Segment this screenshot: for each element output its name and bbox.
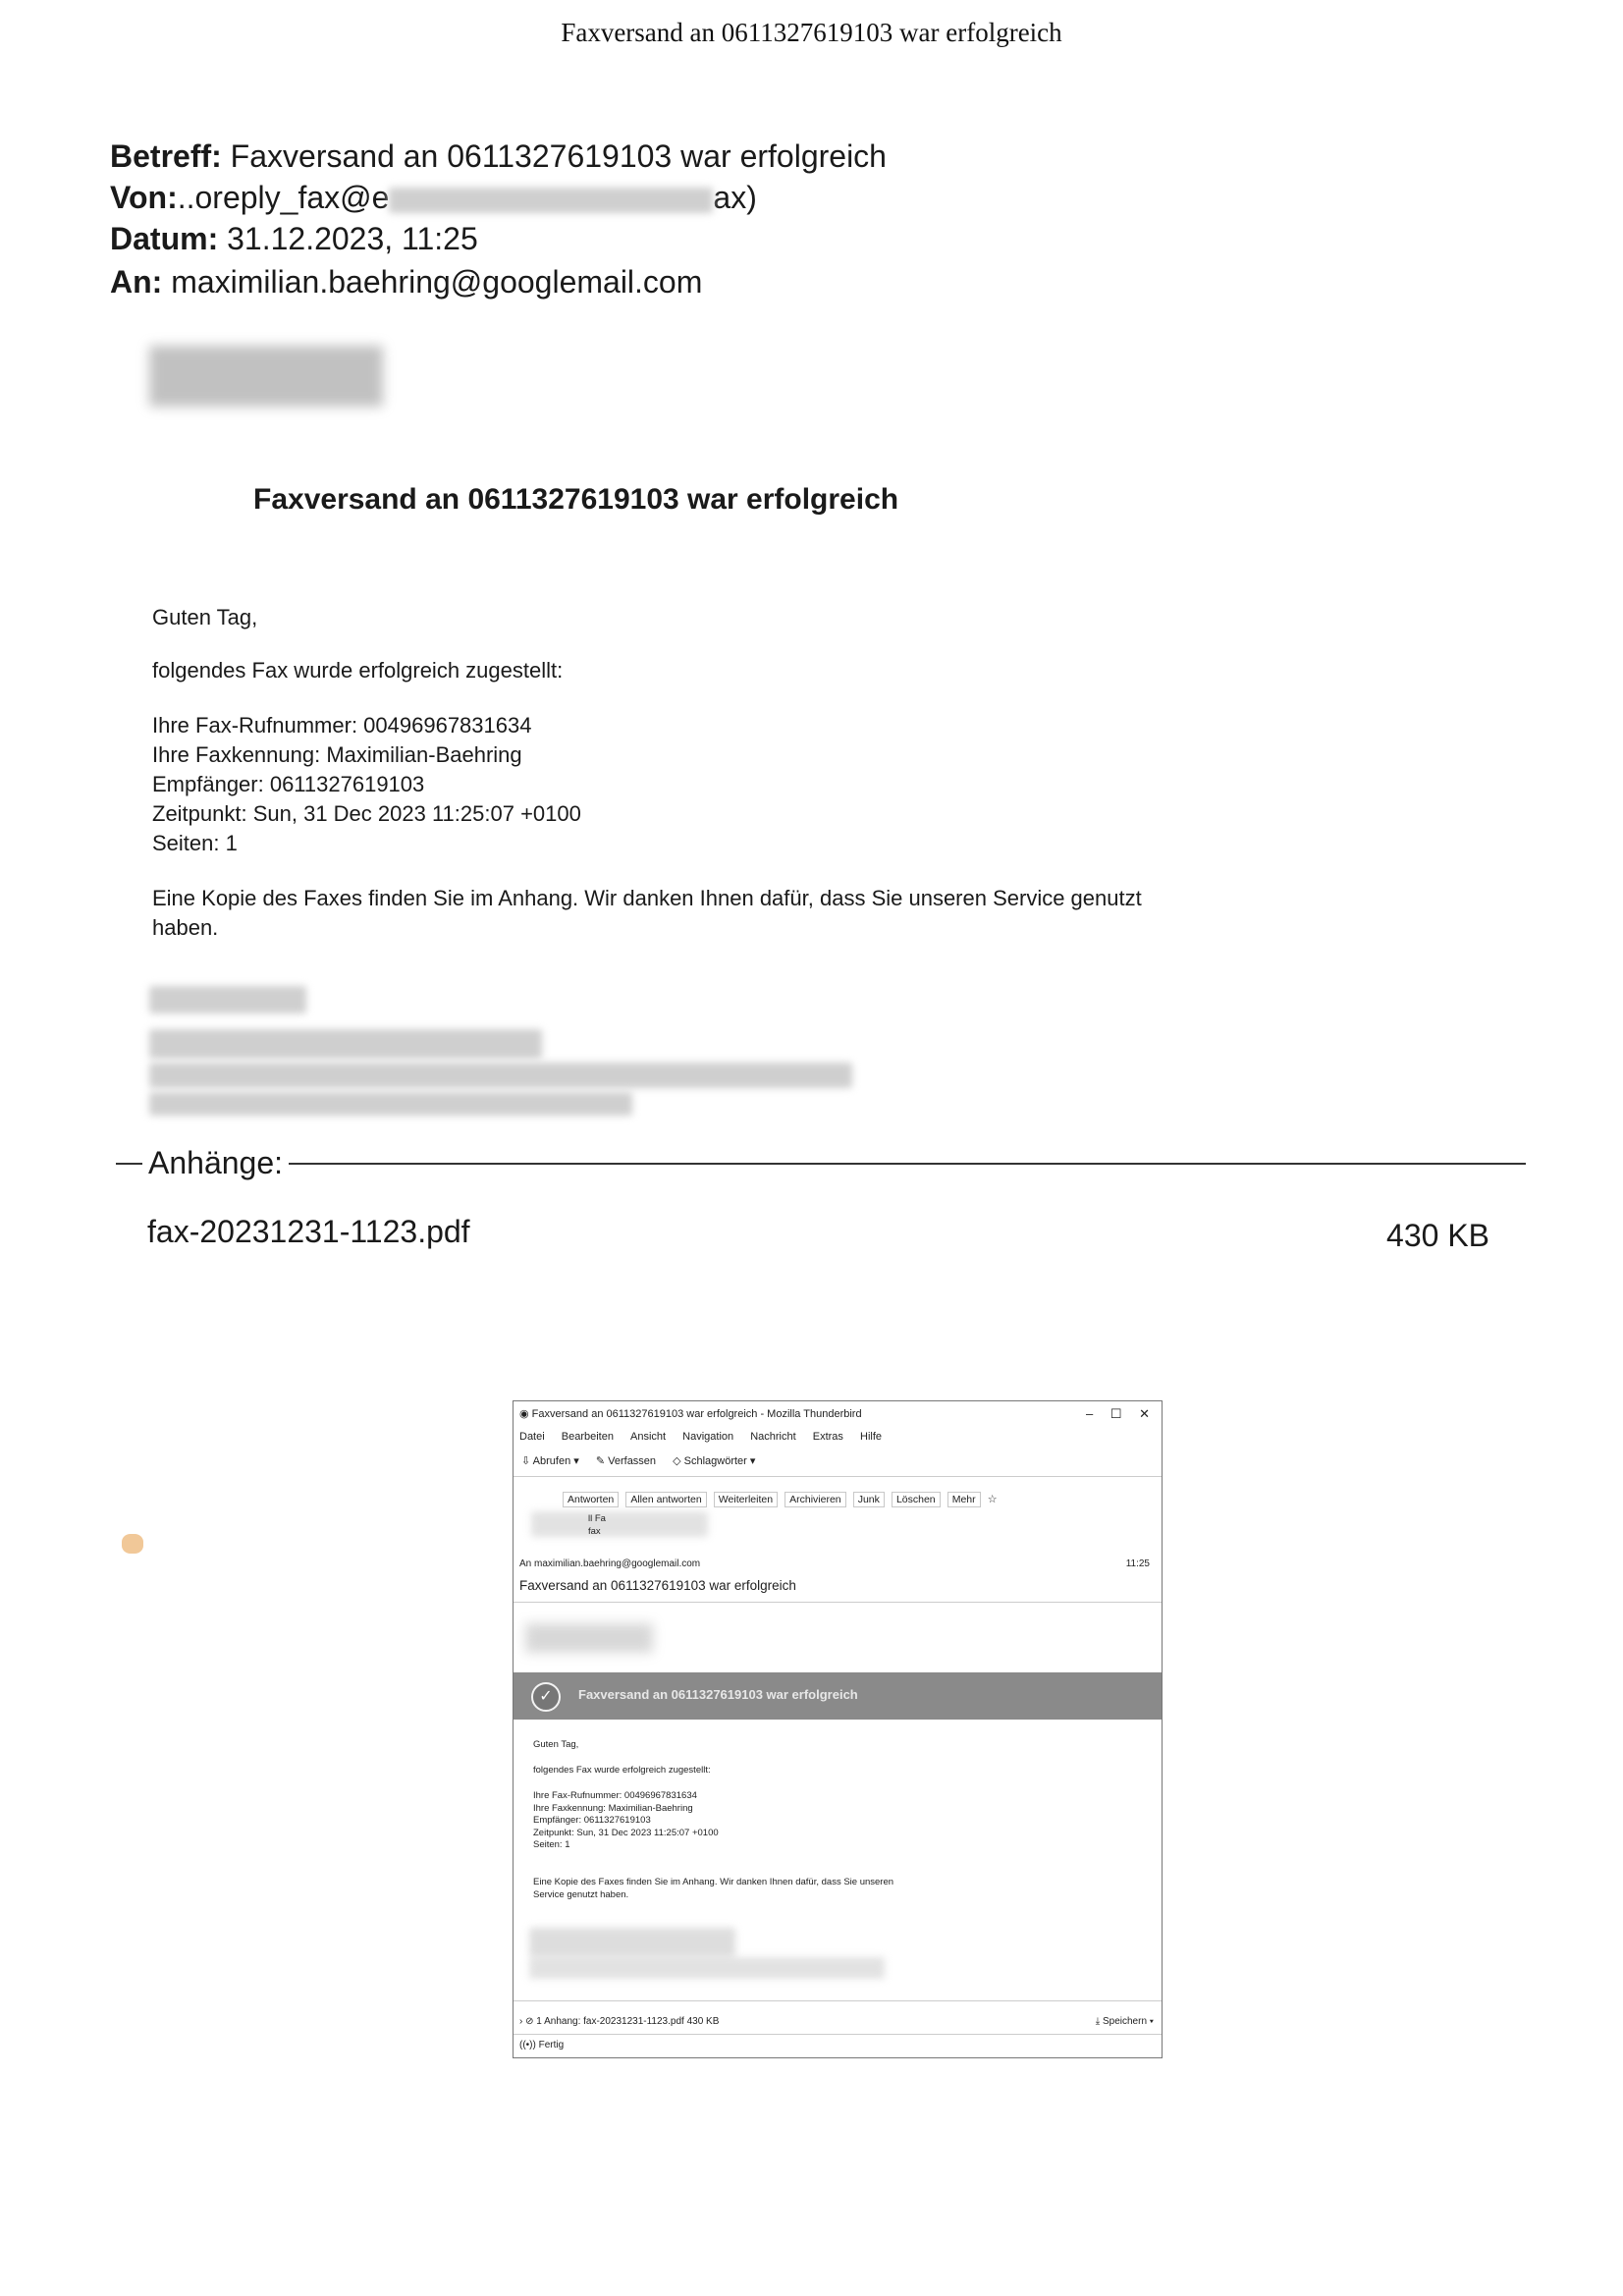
detail-line: Zeitpunkt: Sun, 31 Dec 2023 11:25:07 +0100 — [152, 801, 581, 826]
detail-line: Seiten: 1 — [152, 831, 238, 855]
status-separator — [514, 2034, 1162, 2035]
menu-item[interactable]: Extras — [812, 1431, 843, 1443]
footer-separator — [514, 2000, 1162, 2001]
thunderbird-screenshot — [513, 1400, 1163, 2058]
redacted-sender — [531, 1511, 708, 1537]
message-time: 11:25 — [1125, 1558, 1150, 1569]
body-intro: folgendes Fax wurde erfolgreich zugestellt: — [533, 1765, 711, 1776]
close-icon[interactable]: ✕ — [1139, 1406, 1150, 1421]
activity-icon: ((•)) — [519, 2040, 536, 2050]
archive-button[interactable]: Archivieren — [784, 1492, 846, 1507]
message-actions — [563, 1492, 998, 1507]
greeting: Guten Tag, — [152, 605, 258, 629]
more-button[interactable]: Mehr — [947, 1492, 981, 1507]
attachments-label: Anhänge: — [142, 1145, 289, 1181]
status-text: Fertig — [538, 2040, 565, 2050]
to-label: An — [519, 1558, 532, 1569]
intro-text: folgendes Fax wurde erfolgreich zugestellt: — [152, 658, 564, 683]
tag-button[interactable]: ◇ Schlagwörter ▾ — [673, 1455, 756, 1467]
redacted-logo — [525, 1623, 653, 1653]
pencil-icon: ✎ — [595, 1455, 606, 1467]
to-value: maximilian.baehring@googlemail.com — [171, 264, 703, 300]
detail-line: Ihre Fax-Rufnummer: 00496967831634 — [152, 713, 532, 738]
star-icon[interactable]: ☆ — [987, 1494, 998, 1505]
closing-line: haben. — [152, 915, 219, 940]
from-line — [110, 177, 757, 218]
page-title: Faxversand an 0611327619103 war erfolgreich — [561, 18, 1062, 47]
menu-item[interactable]: Bearbeiten — [561, 1431, 614, 1443]
header-separator — [514, 1602, 1162, 1603]
chevron-right-icon[interactable]: › — [519, 2016, 523, 2027]
subject-line — [110, 136, 887, 177]
date-value: 31.12.2023, 11:25 — [227, 221, 478, 256]
detail-line: Zeitpunkt: Sun, 31 Dec 2023 11:25:07 +0100 — [533, 1827, 719, 1838]
closing-line: Eine Kopie des Faxes finden Sie im Anhang. Wir danken Ihnen dafür, dass Sie unseren Service genutzt — [152, 886, 1142, 910]
get-messages-button[interactable]: ⇩ Abrufen ▾ — [521, 1455, 579, 1467]
window-titlebar — [519, 1407, 862, 1420]
toolbar-separator — [514, 1476, 1162, 1477]
date-label: Datum: — [110, 221, 219, 256]
to-label: An: — [110, 264, 163, 300]
to-value[interactable]: maximilian.baehring@googlemail.com — [534, 1558, 701, 1569]
window-controls — [1086, 1406, 1150, 1422]
message-subject: Faxversand an 0611327619103 war erfolgreich — [519, 1578, 796, 1593]
detail-line: Empfänger: 0611327619103 — [533, 1815, 651, 1826]
attachments-divider — [116, 1163, 1526, 1165]
redacted-signature — [149, 1092, 632, 1116]
delete-button[interactable]: Löschen — [892, 1492, 941, 1507]
detail-line: Ihre Faxkennung: Maximilian-Baehring — [533, 1802, 693, 1814]
junk-button[interactable]: Junk — [853, 1492, 885, 1507]
body-greeting: Guten Tag, — [533, 1739, 579, 1750]
menu-item[interactable]: Navigation — [682, 1431, 734, 1443]
reply-all-button[interactable]: Allen antworten — [625, 1492, 706, 1507]
attachment-summary[interactable]: 1 Anhang: fax-20231231-1123.pdf 430 KB — [536, 2016, 720, 2027]
save-attachment-button[interactable]: ⤓ Speichern ▾ — [1095, 2016, 1154, 2027]
success-banner — [514, 1672, 1162, 1720]
detail-line: Ihre Fax-Rufnummer: 00496967831634 — [533, 1790, 697, 1801]
from-value-end: ax) — [713, 180, 757, 215]
body-closing: Eine Kopie des Faxes finden Sie im Anhang. Wir danken Ihnen dafür, dass Sie unseren Service genutzt haben. — [533, 1877, 894, 1900]
attachment-bar[interactable] — [519, 2016, 719, 2027]
redacted-logo — [149, 346, 383, 407]
scan-speck — [122, 1534, 143, 1554]
redacted-signature — [529, 1928, 735, 1957]
from-value-start: ..oreply_fax@e — [177, 180, 390, 215]
detail-line: Ihre Faxkennung: Maximilian-Baehring — [152, 742, 522, 767]
redacted-sender — [389, 188, 713, 213]
to-line — [110, 261, 702, 302]
closing-text — [152, 884, 1142, 943]
reply-button[interactable]: Antworten — [563, 1492, 619, 1507]
redacted-signature — [149, 1063, 852, 1088]
redacted-signature — [149, 1029, 542, 1059]
attachment-file-name[interactable]: fax-20231231-1123.pdf — [147, 1214, 470, 1249]
status-bar — [519, 2040, 564, 2050]
window-title: Faxversand an 0611327619103 war erfolgreich - Mozilla Thunderbird — [531, 1408, 862, 1420]
sender-fragment: ll Fa fax — [588, 1513, 606, 1537]
paperclip-icon: ⊘ — [525, 2016, 534, 2027]
minimize-icon[interactable]: – — [1085, 1406, 1094, 1421]
attachment-file-size: 430 KB — [1386, 1218, 1489, 1253]
write-button[interactable]: ✎ Verfassen — [595, 1455, 657, 1467]
maximize-icon[interactable]: ☐ — [1109, 1406, 1122, 1421]
body-details — [533, 1790, 719, 1852]
detail-line: Seiten: 1 — [533, 1839, 570, 1850]
from-label: Von: — [110, 180, 178, 215]
menu-bar — [519, 1431, 895, 1443]
tag-icon: ◇ — [673, 1455, 681, 1467]
redacted-signature — [149, 986, 306, 1013]
fax-details — [152, 711, 581, 858]
checkmark-icon: ✓ — [531, 1682, 561, 1712]
download-icon: ⇩ — [521, 1455, 531, 1467]
download-icon: ⤓ — [1095, 2016, 1101, 2027]
body-title: Faxversand an 0611327619103 war erfolgreich — [253, 483, 899, 516]
thunderbird-icon: ◉ — [519, 1408, 529, 1420]
main-toolbar — [521, 1454, 769, 1467]
menu-item[interactable]: Datei — [519, 1431, 545, 1443]
redacted-signature — [529, 1957, 885, 1979]
menu-item[interactable]: Nachricht — [750, 1431, 796, 1443]
menu-item[interactable]: Ansicht — [630, 1431, 667, 1443]
banner-text: Faxversand an 0611327619103 war erfolgreich — [578, 1687, 858, 1702]
menu-item[interactable]: Hilfe — [860, 1431, 883, 1443]
forward-button[interactable]: Weiterleiten — [714, 1492, 778, 1507]
subject-label: Betreff: — [110, 138, 222, 174]
detail-line: Empfänger: 0611327619103 — [152, 772, 425, 796]
recipient-line — [519, 1558, 700, 1569]
subject-value: Faxversand an 0611327619103 war erfolgreich — [230, 138, 887, 174]
date-line — [110, 218, 478, 259]
